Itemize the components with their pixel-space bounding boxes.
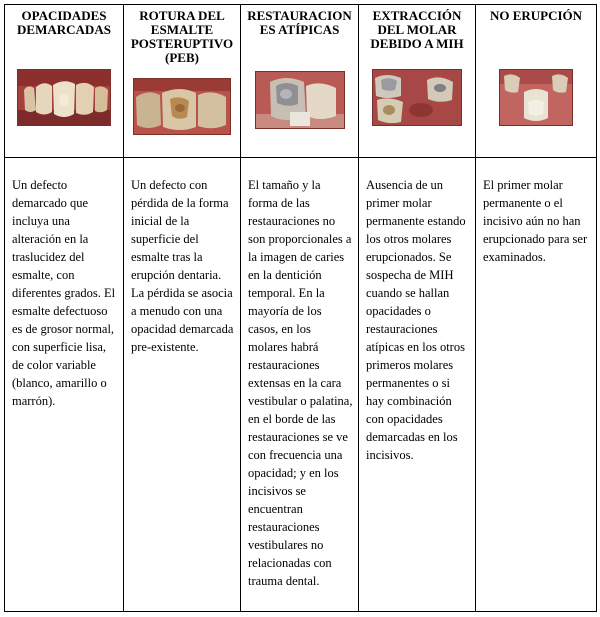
description-text: El primer molar permanente o el incisivo aún no han erupcionado para ser examinados.	[483, 178, 588, 264]
column-title: ROTURA DEL ESMALTE POSTERUPTIVO (PEB)	[130, 8, 234, 65]
column-title: RESTAURACIONES ATÍPICAS	[247, 8, 352, 37]
column-title: EXTRACCIÓN DEL MOLAR DEBIDO A MIH	[370, 8, 464, 51]
header-cell-demarcated-opacities	[5, 5, 124, 158]
description-cell	[5, 158, 124, 612]
enamel-breakdown-molar-photo	[133, 78, 231, 135]
description-cell	[476, 158, 597, 612]
column-title: NO ERUPCIÓN	[489, 8, 583, 23]
mih-criteria-table	[4, 4, 597, 612]
header-cell-non-eruption	[476, 5, 597, 158]
description-row	[5, 158, 597, 612]
header-row	[5, 5, 597, 158]
demarcated-opacity-teeth-photo	[17, 69, 111, 126]
description-cell	[124, 158, 241, 612]
non-erupted-molar-photo	[499, 69, 573, 126]
atypical-restoration-molar-photo	[255, 71, 345, 129]
header-cell-enamel-breakdown	[124, 5, 241, 158]
description-text: Un defecto demarcado que incluya una alteración en la traslucidez del esmalte, con diferentes grados. El esmalte defectuoso es de grosor normal, con superficie lisa, de color variable (blanco, amarillo o marrón).	[12, 178, 116, 408]
header-cell-atypical-restorations	[241, 5, 359, 158]
description-cell	[359, 158, 476, 612]
header-cell-molar-extraction	[359, 5, 476, 158]
description-text: El tamaño y la forma de las restauraciones no son proporcionales a la imagen de caries en la dentición temporal. En la mayoría de los casos, en los molares habrá restauraciones extensas en la cara vestibular o palatina, en el borde de las restauraciones se ve con frecuencia una opacidad; y en los incisivos se encuentran restauraciones vestibulares no relacionadas con trauma dental.	[248, 178, 353, 588]
description-text: Ausencia de un primer molar permanente estando los otros molares erupcionados. Se sospecha de MIH cuando se hallan opacidades o restauraciones atípicas en los otros primeros molares permanentes o si hay combinación con opacidades demarcadas en los incisivos.	[366, 178, 466, 462]
column-title: OPACIDADES DEMARCADAS	[17, 8, 111, 37]
molar-extraction-photo	[372, 69, 462, 126]
description-text: Un defecto con pérdida de la forma inicial de la superficie del esmalte tras la erupción dentaria. La pérdida se asocia a menudo con una opacidad demarcada pre-existente.	[131, 178, 234, 354]
description-cell	[241, 158, 359, 612]
